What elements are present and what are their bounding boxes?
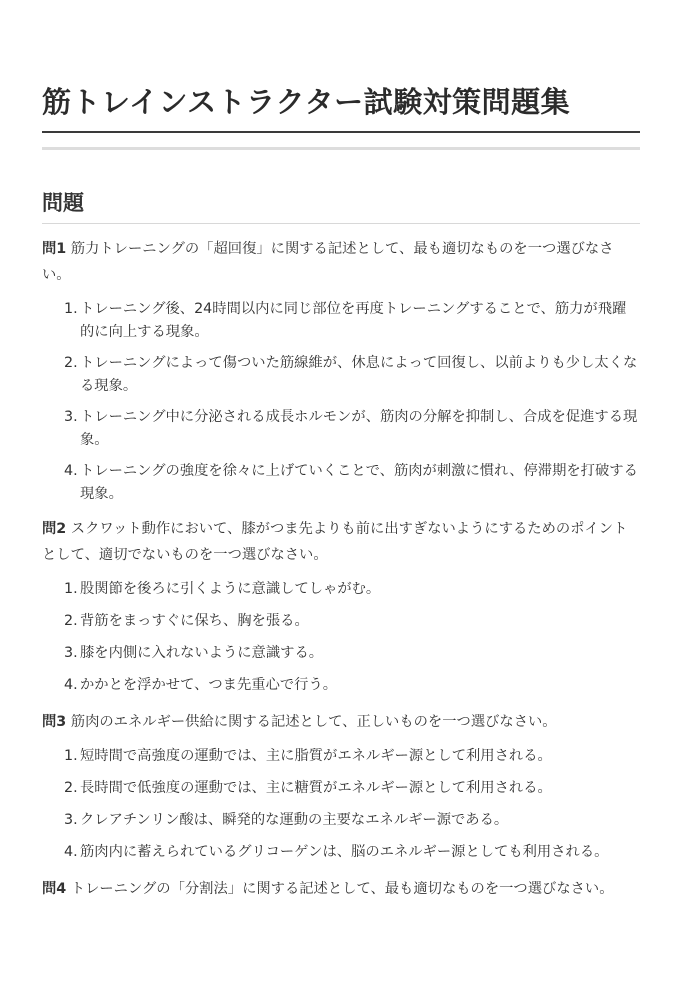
choice-text: 長時間で低強度の運動では、主に糖質がエネルギー源として利用される。 [80, 780, 552, 796]
choice-item [64, 406, 640, 452]
choice-text: トレーニング後、24時間以内に同じ部位を再度トレーニングすることで、筋力が飛躍的に向上する現象。 [80, 301, 627, 340]
choice-text: 股関節を後ろに引くように意識してしゃがむ。 [80, 581, 381, 597]
question-text: スクワット動作において、膝がつま先よりも前に出すぎないようにするためのポイントとして、適切でないものを一つ選びなさい。 [42, 521, 628, 563]
question-2-choices [42, 578, 640, 697]
choice-text: 膝を内側に入れないように意識する。 [80, 645, 324, 661]
choice-number: 2. [64, 780, 78, 796]
choice-number: 1. [64, 301, 78, 317]
choice-number: 3. [64, 645, 78, 661]
choice-number: 4. [64, 677, 78, 693]
choice-text: かかとを浮かせて、つま先重心で行う。 [80, 677, 338, 693]
choice-item [64, 841, 640, 864]
question-1 [42, 236, 640, 288]
choice-item [64, 352, 640, 398]
choice-item [64, 777, 640, 800]
question-3-choices [42, 745, 640, 864]
question-number: 問3 [42, 714, 67, 730]
choice-number: 1. [64, 581, 78, 597]
choice-text: 短時間で高強度の運動では、主に脂質がエネルギー源として利用される。 [80, 748, 552, 764]
choice-text: 筋肉内に蓄えられているグリコーゲンは、脳のエネルギー源としても利用される。 [80, 844, 609, 860]
choice-item [64, 578, 640, 601]
question-number: 問4 [42, 881, 67, 897]
choice-item [64, 298, 640, 344]
choice-item [64, 642, 640, 665]
question-number: 問2 [42, 521, 67, 537]
choice-item [64, 745, 640, 768]
choice-number: 2. [64, 613, 78, 629]
question-4 [42, 876, 640, 902]
choice-number: 4. [64, 844, 78, 860]
question-text: 筋力トレーニングの「超回復」に関する記述として、最も適切なものを一つ選びなさい。 [42, 241, 614, 283]
question-text: 筋肉のエネルギー供給に関する記述として、正しいものを一つ選びなさい。 [70, 714, 557, 730]
choice-number: 3. [64, 409, 78, 425]
question-1-choices [42, 298, 640, 506]
choice-number: 3. [64, 812, 78, 828]
question-2 [42, 516, 640, 568]
question-3 [42, 709, 640, 735]
choice-item [64, 809, 640, 832]
choice-text: トレーニングによって傷ついた筋線維が、休息によって回復し、以前よりも少し太くなる現象。 [80, 355, 638, 394]
question-text: トレーニングの「分割法」に関する記述として、最も適切なものを一つ選びなさい。 [70, 881, 614, 897]
choice-text: クレアチンリン酸は、瞬発的な運動の主要なエネルギー源である。 [80, 812, 509, 828]
title-underline [42, 131, 640, 133]
section-heading-questions: 問題 [42, 188, 640, 224]
choice-number: 4. [64, 463, 78, 479]
choice-number: 1. [64, 748, 78, 764]
choice-item [64, 460, 640, 506]
choice-text: 背筋をまっすぐに保ち、胸を張る。 [80, 613, 309, 629]
page-title: 筋トレインストラクター試験対策問題集 [42, 85, 571, 119]
choice-item [64, 674, 640, 697]
choice-item [64, 610, 640, 633]
horizontal-divider [42, 147, 640, 150]
question-number: 問1 [42, 241, 67, 257]
choice-number: 2. [64, 355, 78, 371]
choice-text: トレーニング中に分泌される成長ホルモンが、筋肉の分解を抑制し、合成を促進する現象。 [80, 409, 638, 448]
choice-text: トレーニングの強度を徐々に上げていくことで、筋肉が刺激に慣れ、停滞期を打破する現象。 [80, 463, 638, 502]
